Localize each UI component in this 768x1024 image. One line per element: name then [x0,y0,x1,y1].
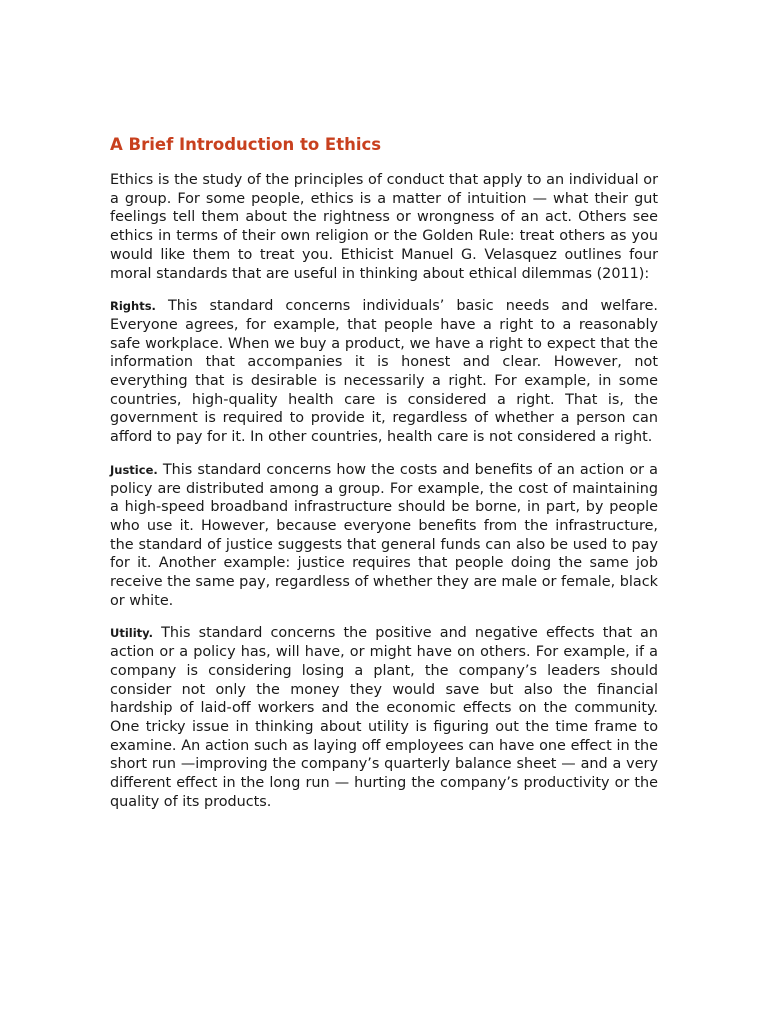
rights-text: This standard concerns individuals’ basic needs and welfare. Everyone agrees, for example, that people have a right to a reasonably safe workplace. When we buy a product, we have a right to expect that the information that accompanies it is honest and clear. However, not everything that is desirable is necessarily a right. For example, in some countries, high-quality health care is considered a right. That is, the government is required to provide it, regardless of whether a person can afford to pay for it. In other countries, health care is not considered a right. [110,298,658,446]
rights-term: Rights. [110,299,156,314]
utility-paragraph [110,624,658,811]
document-title: A Brief Introduction to Ethics [110,135,382,154]
rights-paragraph [110,297,658,447]
justice-paragraph [110,461,658,611]
justice-text: This standard concerns how the costs and benefits of an action or a policy are distributed among a group. For example, the cost of maintaining a high-speed broadband infrastructure should be borne, in part, by people who use it. However, because everyone benefits from the infrastructure, the standard of justice suggests that general funds can also be used to pay for it. Another example: justice requires that people doing the same job receive the same pay, regardless of whether they are male or female, black or white. [110,461,658,609]
intro-paragraph: Ethics is the study of the principles of conduct that apply to an individual or a group. For some people, ethics is a matter of intuition — what their gut feelings tell them about the rightness or wrongness of an act. Others see ethics in terms of their own religion or the Golden Rule: treat others as you would like them to treat you. Ethicist Manuel G. Velasquez outlines four moral standards that are useful in thinking about ethical dilemmas (2011): [110,172,658,282]
justice-term: Justice. [110,462,158,477]
utility-text: This standard concerns the positive and negative effects that an action or a policy has, will have, or might have on others. For example, if a company is considering losing a plant, the company’s leaders should consider not only the money they would save but also the financial hardship of laid-off workers and the economic effects on the community. One tricky issue in thinking about utility is figuring out the time frame to examine. An action such as laying off employees can have one effect in the short run —improving the company’s quarterly balance sheet — and a very different effect in the long run — hurting the company’s productivity or the quality of its products. [110,625,658,810]
utility-term: Utility. [110,626,153,641]
